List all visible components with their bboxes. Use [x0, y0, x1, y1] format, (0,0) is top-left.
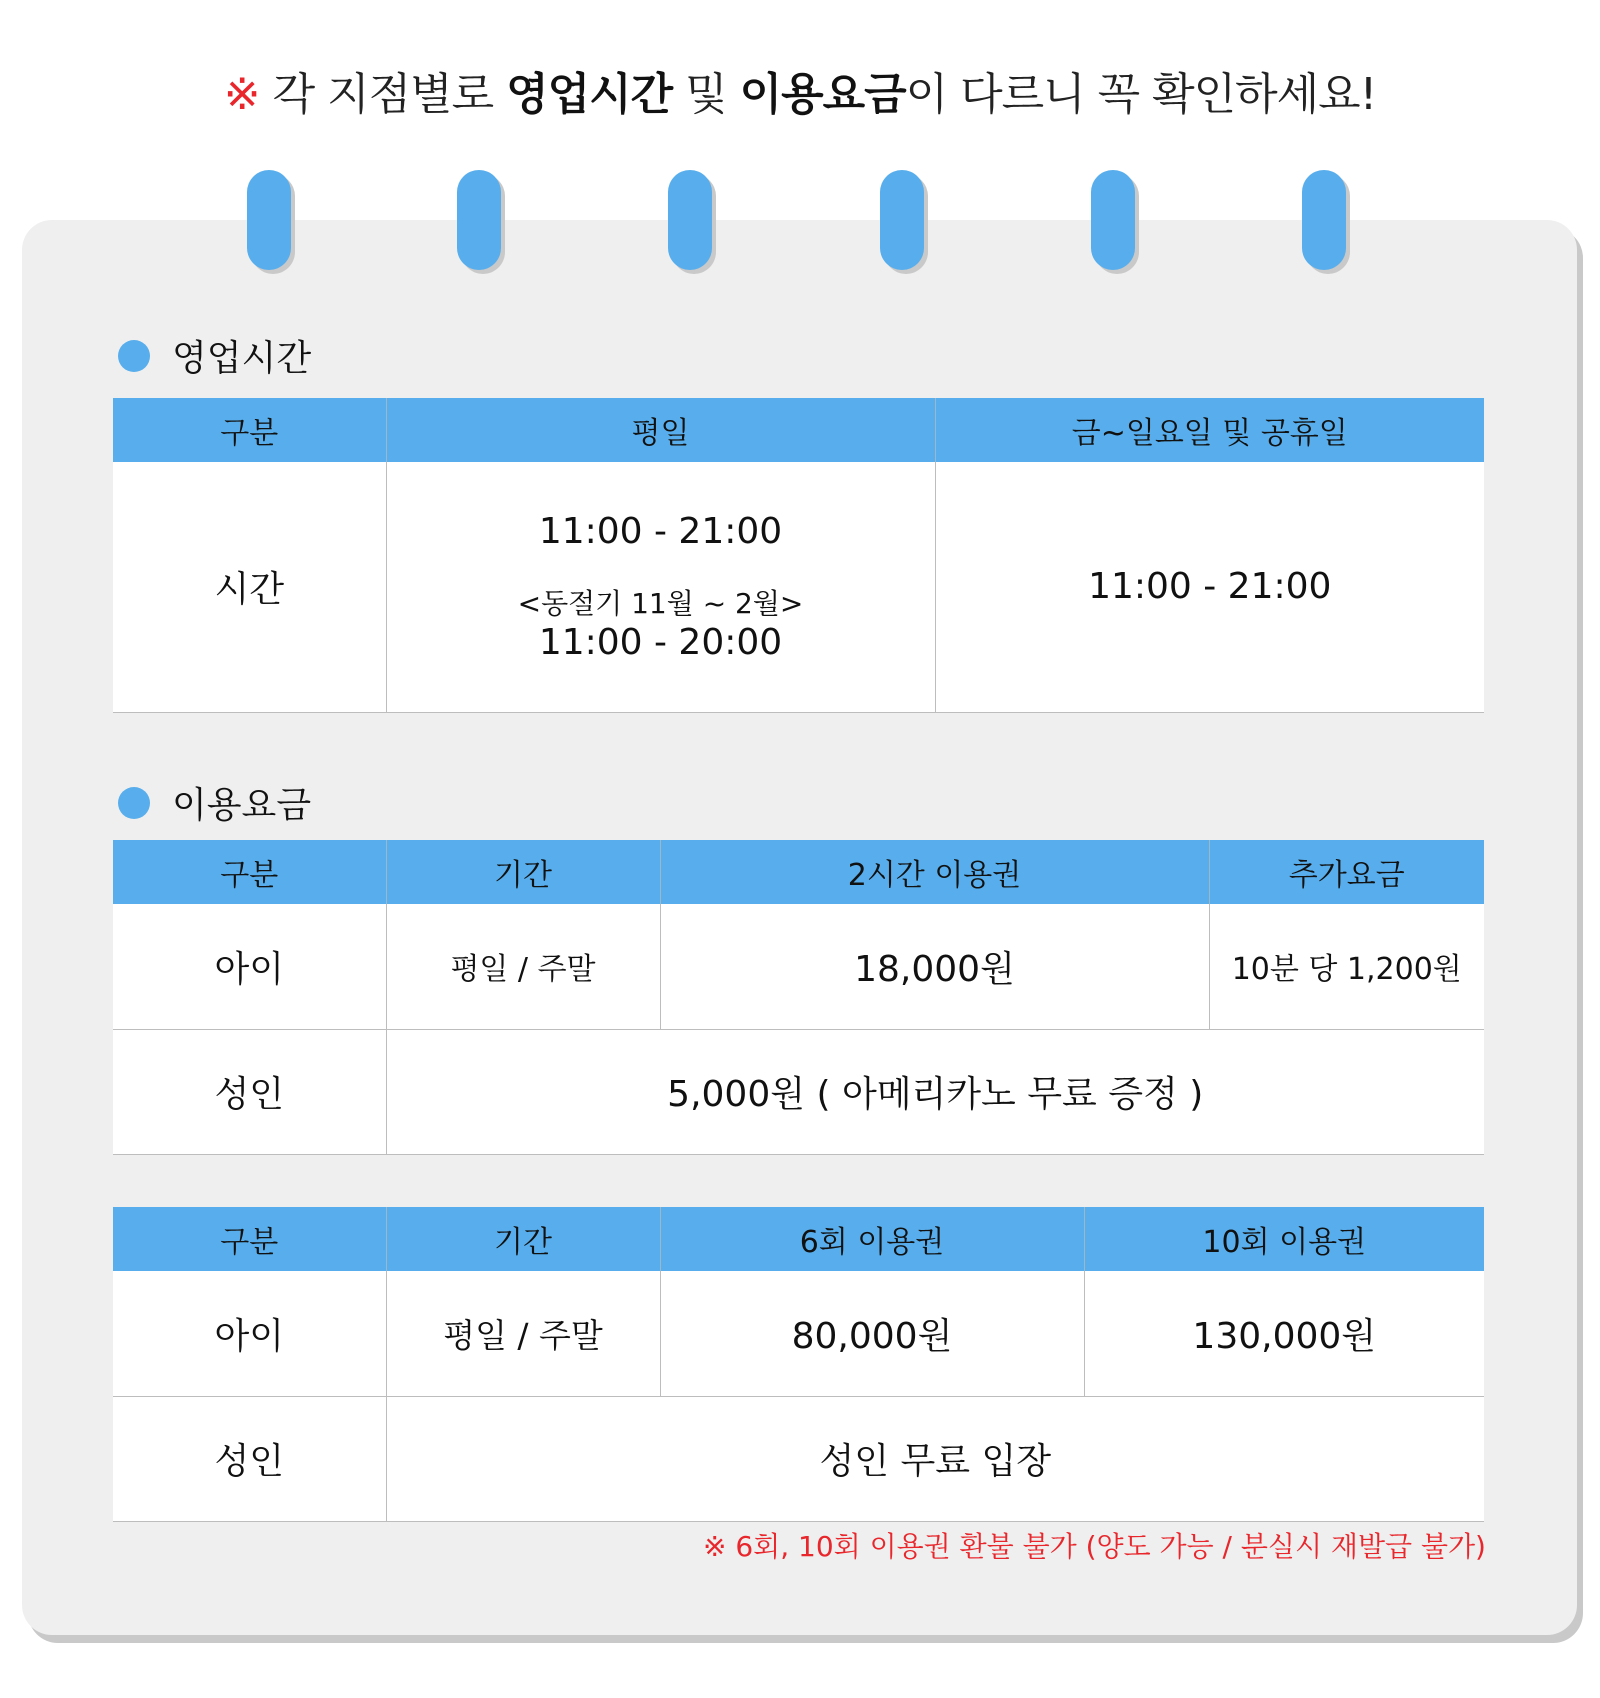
binder-ring-icon	[880, 170, 924, 270]
passes-adult-label: 성인	[113, 1396, 386, 1521]
fees-header-row	[113, 840, 1484, 904]
binder-ring-icon	[1302, 170, 1346, 270]
binder-ring-icon	[1091, 170, 1135, 270]
fees-header-extra: 추가요금	[1209, 840, 1484, 904]
fees-adult-label: 성인	[113, 1029, 386, 1154]
bullet-dot-icon	[118, 787, 150, 819]
fees-header-category: 구분	[113, 840, 386, 904]
notice-bold-hours: 영업시간	[506, 69, 673, 120]
passes-six-price: 80,000원	[660, 1271, 1084, 1396]
passes-table	[113, 1207, 1484, 1522]
passes-adult-text: 성인 무료 입장	[386, 1396, 1484, 1521]
fees-title-text: 이용요금	[172, 785, 312, 826]
fees-header-two-hour-pass: 2시간 이용권	[660, 840, 1209, 904]
hours-header-weekday: 평일	[386, 398, 935, 462]
notice-text-1: 각 지점별로	[259, 69, 507, 120]
refund-footnote: ※ 6회, 10회 이용권 환불 불가 (양도 가능 / 분실시 재발급 불가)	[702, 1530, 1486, 1563]
weekend-time: 11:00 - 21:00	[935, 462, 1484, 712]
fees-table	[113, 840, 1484, 1155]
passes-child-period: 평일 / 주말	[386, 1271, 660, 1396]
fees-section-title	[118, 777, 311, 828]
fees-header-period: 기간	[386, 840, 660, 904]
winter-label: <동절기 11월 ~ 2월>	[517, 586, 804, 620]
notice-mark: ※	[223, 69, 260, 120]
passes-header-ten: 10회 이용권	[1084, 1207, 1484, 1271]
hours-section-title	[118, 330, 311, 381]
fees-adult-price: 5,000원 ( 아메리카노 무료 증정 )	[386, 1029, 1484, 1154]
hours-title-text: 영업시간	[172, 338, 312, 379]
binder-ring-icon	[247, 170, 291, 270]
passes-header-category: 구분	[113, 1207, 386, 1271]
binder-ring-icon	[668, 170, 712, 270]
passes-header-six: 6회 이용권	[660, 1207, 1084, 1271]
fees-child-price: 18,000원	[660, 904, 1209, 1029]
hours-header-row	[113, 398, 1484, 462]
winter-time: 11:00 - 20:00	[538, 621, 783, 663]
hours-header-weekend: 금~일요일 및 공휴일	[935, 398, 1484, 462]
notice-heading	[0, 58, 1600, 122]
hours-row	[113, 462, 1484, 712]
passes-header-row	[113, 1207, 1484, 1271]
notice-text-3: 이 다르니 꼭 확인하세요!	[905, 69, 1377, 120]
passes-adult-row	[113, 1396, 1484, 1521]
weekday-time: 11:00 - 21:00	[538, 510, 783, 552]
binder-ring-icon	[457, 170, 501, 270]
fees-adult-row	[113, 1029, 1484, 1154]
passes-ten-price: 130,000원	[1084, 1271, 1484, 1396]
fees-child-period: 평일 / 주말	[386, 904, 660, 1029]
passes-header-period: 기간	[386, 1207, 660, 1271]
bullet-dot-icon	[118, 340, 150, 372]
hours-weekday-cell	[386, 462, 935, 712]
hours-row-label: 시간	[113, 462, 386, 712]
passes-child-row	[113, 1271, 1484, 1396]
notice-text-2: 및	[672, 69, 740, 120]
hours-table	[113, 398, 1484, 713]
passes-child-label: 아이	[113, 1271, 386, 1396]
hours-header-category: 구분	[113, 398, 386, 462]
fees-child-label: 아이	[113, 904, 386, 1029]
notice-bold-fees: 이용요금	[739, 69, 906, 120]
fees-child-row	[113, 904, 1484, 1029]
fees-child-extra: 10분 당 1,200원	[1209, 904, 1484, 1029]
